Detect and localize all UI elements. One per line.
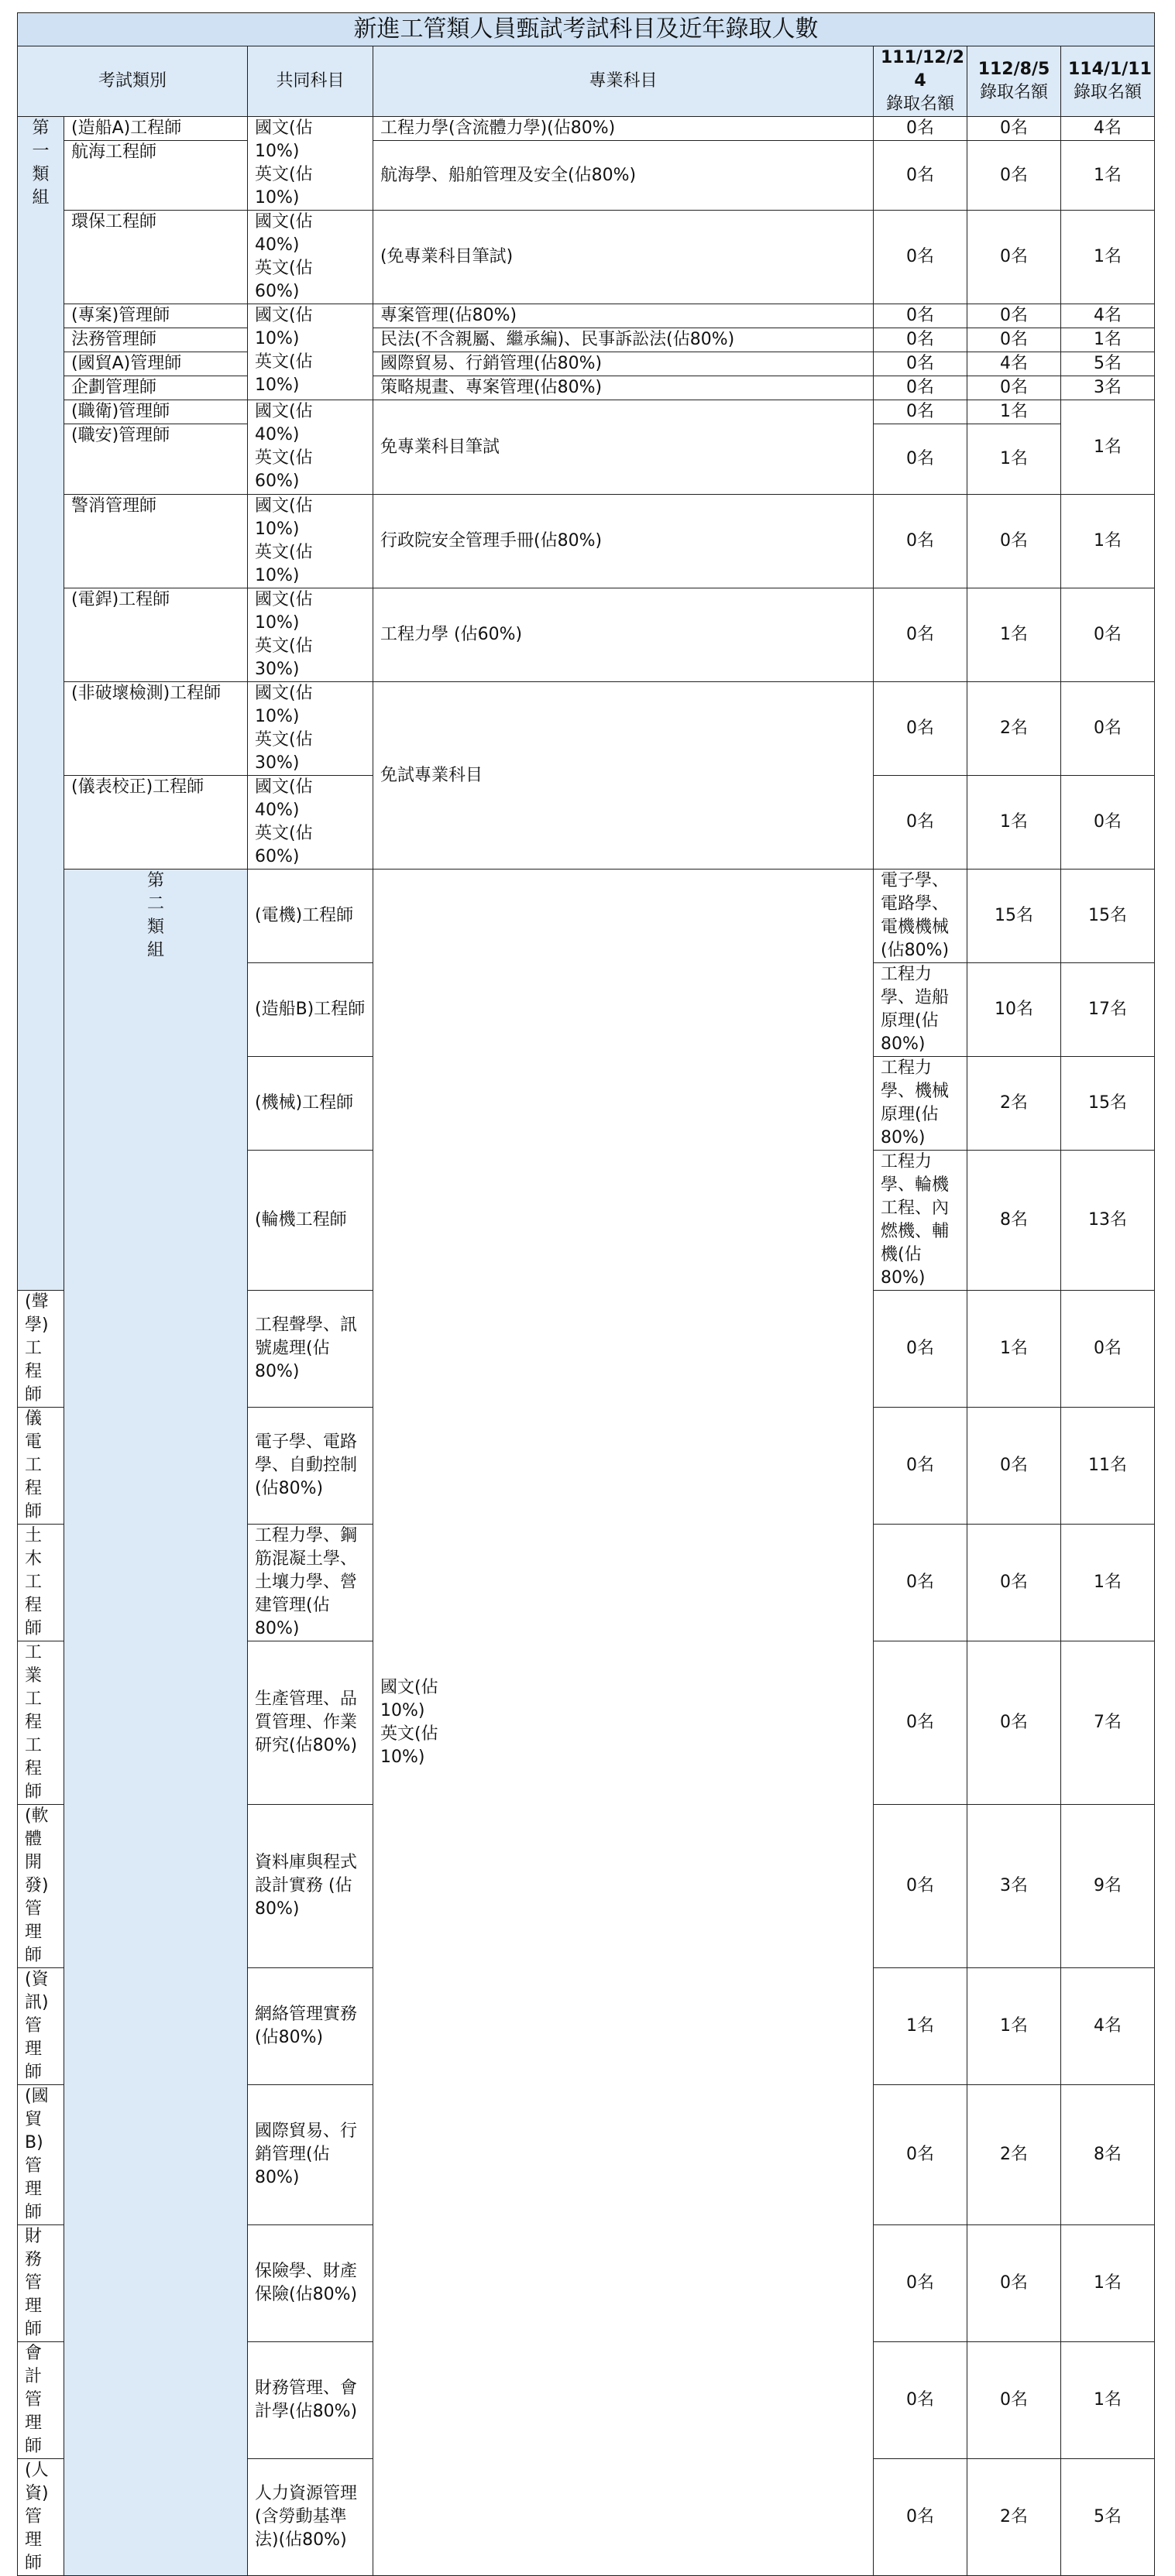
common-line: 40%) — [255, 425, 300, 444]
common-subject-cell — [248, 304, 373, 400]
table-row — [18, 141, 1155, 211]
count-2023: 1名 — [967, 400, 1061, 424]
professional-subject: 國際貿易、行銷管理(佔80%) — [373, 352, 874, 376]
count-2023: 15名 — [1061, 1057, 1155, 1151]
count-2022: 0名 — [874, 328, 967, 352]
professional-subject: 工程聲學、訊號處理(佔80%) — [248, 1291, 373, 1408]
professional-subject: 行政院安全管理手冊(佔80%) — [373, 495, 874, 588]
count-2023: 4名 — [967, 352, 1061, 376]
common-subject-cell — [248, 211, 373, 304]
common-subject-cell — [248, 400, 373, 495]
common-line: 國文(佔 — [255, 684, 313, 703]
count-2022: 0名 — [874, 2342, 967, 2459]
exam-table-container — [17, 12, 1154, 2576]
count-2023: 0名 — [967, 376, 1061, 400]
job-title: 土木工程師 — [18, 1525, 64, 1641]
header-col-2022 — [874, 46, 967, 117]
count-2025: 0名 — [1061, 1291, 1155, 1408]
count-2025: 4名 — [1061, 117, 1155, 141]
count-2022: 0名 — [874, 117, 967, 141]
count-2022: 0名 — [874, 1408, 967, 1525]
professional-subject: 工程力學(含流體力學)(佔80%) — [373, 117, 874, 141]
job-title: (造船B)工程師 — [248, 963, 373, 1057]
group-1-label — [18, 117, 64, 1291]
count-2023: 0名 — [967, 141, 1061, 211]
common-line: 40%) — [255, 801, 300, 820]
count-2022: 0名 — [874, 2225, 967, 2342]
common-line: 10%) — [255, 142, 300, 161]
job-title: 企劃管理師 — [64, 376, 248, 400]
count-2025: 4名 — [1061, 304, 1155, 328]
count-2025: 1名 — [1061, 495, 1155, 588]
count-2025: 7名 — [1061, 1641, 1155, 1805]
table-row — [18, 588, 1155, 682]
exam-table — [17, 12, 1155, 2576]
job-title: 會計管理師 — [18, 2342, 64, 2459]
job-title: (國貿B)管理師 — [18, 2085, 64, 2225]
job-title: (電銲)工程師 — [64, 588, 248, 682]
count-2023: 13名 — [1061, 1151, 1155, 1291]
table-row — [18, 211, 1155, 304]
header-col-2023-date: 112/8/5 — [977, 60, 1050, 79]
group-1-label-char: 類 — [32, 165, 50, 184]
count-2022: 0名 — [874, 588, 967, 682]
count-2022: 0名 — [874, 400, 967, 424]
count-2023: 2名 — [967, 2085, 1061, 2225]
job-title: (非破壞檢測)工程師 — [64, 682, 248, 776]
professional-subject: 生產管理、品質管理、作業研究(佔80%) — [248, 1641, 373, 1805]
common-line: 英文(佔 — [255, 543, 313, 562]
header-col-2025 — [1061, 46, 1155, 117]
count-2025: 4名 — [1061, 1968, 1155, 2085]
count-2022: 2名 — [967, 1057, 1061, 1151]
count-2022: 0名 — [874, 304, 967, 328]
count-2023: 1名 — [967, 776, 1061, 870]
count-2023: 0名 — [967, 1641, 1061, 1805]
table-row — [18, 376, 1155, 400]
professional-subject: 人力資源管理(含勞動基準法)(佔80%) — [248, 2459, 373, 2576]
common-line: 30%) — [255, 660, 300, 679]
count-2023: 0名 — [967, 211, 1061, 304]
count-2023: 1名 — [967, 1291, 1061, 1408]
count-2025: 0名 — [1061, 776, 1155, 870]
professional-subject: 民法(不含親屬、繼承編)、民事訴訟法(佔80%) — [373, 328, 874, 352]
professional-subject: 航海學、船舶管理及安全(佔80%) — [373, 141, 874, 211]
header-col-2023 — [967, 46, 1061, 117]
count-2022: 0名 — [874, 352, 967, 376]
count-2022: 0名 — [874, 211, 967, 304]
professional-subject: 專案管理(佔80%) — [373, 304, 874, 328]
job-title: (職衛)管理師 — [64, 400, 248, 424]
count-2023: 0名 — [967, 304, 1061, 328]
count-2023: 2名 — [967, 2459, 1061, 2576]
common-line: 60%) — [255, 472, 300, 491]
job-title: (軟體開發)管理師 — [18, 1805, 64, 1968]
count-2022: 10名 — [967, 963, 1061, 1057]
count-2025: 0名 — [1061, 682, 1155, 776]
header-col-2025-label: 錄取名額 — [1074, 83, 1142, 102]
common-line: 國文(佔 — [255, 777, 313, 797]
count-2025: 5名 — [1061, 352, 1155, 376]
job-title: (聲學)工程師 — [18, 1291, 64, 1408]
common-line: 30%) — [255, 753, 300, 773]
header-common-subjects: 共同科目 — [248, 46, 373, 117]
table-row — [18, 400, 1155, 424]
professional-subject: 策略規畫、專案管理(佔80%) — [373, 376, 874, 400]
professional-subject: 電子學、電路學、自動控制(佔80%) — [248, 1408, 373, 1525]
job-title: 航海工程師 — [64, 141, 248, 211]
count-2022: 0名 — [874, 682, 967, 776]
professional-subject: 工程力學、輪機工程、內燃機、輔機(佔80%) — [874, 1151, 967, 1291]
common-line: 10%) — [380, 1700, 425, 1720]
count-2022: 8名 — [967, 1151, 1061, 1291]
professional-subject: 資料庫與程式設計實務 (佔80%) — [248, 1805, 373, 1968]
common-line: 英文(佔 — [255, 636, 313, 656]
common-line: 40%) — [255, 235, 300, 255]
common-subject-cell — [248, 495, 373, 588]
professional-subject: 工程力學、鋼筋混凝土學、土壤力學、營建管理(佔80%) — [248, 1525, 373, 1641]
professional-subject: 國際貿易、行銷管理(佔80%) — [248, 2085, 373, 2225]
count-2023: 17名 — [1061, 963, 1155, 1057]
group-2-label-char: 類 — [146, 918, 164, 937]
common-line: 英文(佔 — [255, 730, 313, 749]
header-col-2022-label: 錄取名額 — [885, 94, 954, 114]
job-title: 工業工程工程師 — [18, 1641, 64, 1805]
common-subject-cell — [248, 776, 373, 870]
professional-subject: 工程力學、機械原理(佔80%) — [874, 1057, 967, 1151]
header-col-2023-label: 錄取名額 — [979, 83, 1048, 102]
count-2023: 1名 — [967, 588, 1061, 682]
count-2023: 0名 — [967, 495, 1061, 588]
count-2025: 9名 — [1061, 1805, 1155, 1968]
common-line: 英文(佔 — [255, 824, 313, 843]
group-2-label — [64, 870, 248, 2576]
table-row — [18, 328, 1155, 352]
professional-subject: (免專業科目筆試) — [373, 211, 874, 304]
count-2025: 1名 — [1061, 1525, 1155, 1641]
group-2-label-char: 組 — [146, 941, 164, 960]
common-line: 10%) — [255, 188, 300, 208]
job-title: 儀電工程師 — [18, 1408, 64, 1525]
common-line: 英文(佔 — [255, 448, 313, 468]
count-2025: 0名 — [1061, 588, 1155, 682]
common-subject-cell — [248, 682, 373, 776]
count-2023: 0名 — [967, 1525, 1061, 1641]
common-line: 國文(佔 — [255, 306, 313, 325]
count-2023: 2名 — [967, 682, 1061, 776]
job-title: (專案)管理師 — [64, 304, 248, 328]
table-row — [18, 870, 1155, 963]
job-title: 財務管理師 — [18, 2225, 64, 2342]
count-2022: 0名 — [874, 1291, 967, 1408]
count-2022: 0名 — [874, 2459, 967, 2576]
table-row — [18, 682, 1155, 776]
header-category: 考試類別 — [18, 46, 248, 117]
count-2022: 0名 — [874, 1805, 967, 1968]
job-title: (輪機工程師 — [248, 1151, 373, 1291]
common-line: 10%) — [255, 520, 300, 539]
count-2025: 8名 — [1061, 2085, 1155, 2225]
common-line: 英文(佔 — [255, 259, 313, 278]
professional-subject: 保險學、財產保險(佔80%) — [248, 2225, 373, 2342]
professional-subject: 免專業科目筆試 — [373, 400, 874, 495]
job-title: 法務管理師 — [64, 328, 248, 352]
count-2022: 0名 — [874, 1641, 967, 1805]
common-line: 10%) — [255, 376, 300, 395]
count-2025: 1名 — [1061, 2225, 1155, 2342]
job-title: 警消管理師 — [64, 495, 248, 588]
group-1-label-char: 組 — [32, 188, 50, 208]
job-title: (機械)工程師 — [248, 1057, 373, 1151]
common-subject-cell — [248, 588, 373, 682]
count-2023: 1名 — [967, 424, 1061, 495]
job-title: (電機)工程師 — [248, 870, 373, 963]
common-line: 10%) — [255, 329, 300, 348]
count-2023: 0名 — [967, 117, 1061, 141]
table-row — [18, 304, 1155, 328]
job-title: (儀表校正)工程師 — [64, 776, 248, 870]
job-title: 環保工程師 — [64, 211, 248, 304]
count-2022: 1名 — [874, 1968, 967, 2085]
count-2022: 0名 — [874, 1525, 967, 1641]
count-2023: 0名 — [967, 2342, 1061, 2459]
count-2025: 1名 — [1061, 2342, 1155, 2459]
count-2022: 0名 — [874, 776, 967, 870]
common-line: 10%) — [380, 1747, 425, 1767]
common-line: 10%) — [255, 707, 300, 726]
common-line: 60%) — [255, 282, 300, 301]
group-1-label-char: 一 — [32, 142, 50, 161]
count-2025: 1名 — [1061, 400, 1155, 495]
common-line: 60%) — [255, 847, 300, 866]
job-title: (國貿A)管理師 — [64, 352, 248, 376]
job-title: (職安)管理師 — [64, 424, 248, 495]
job-title: (人資)管理師 — [18, 2459, 64, 2576]
table-row — [18, 117, 1155, 141]
common-line: 國文(佔 — [255, 402, 313, 421]
table-row — [18, 495, 1155, 588]
common-subject-cell — [373, 870, 874, 2576]
count-2022: 0名 — [874, 376, 967, 400]
count-2025: 5名 — [1061, 2459, 1155, 2576]
count-2023: 1名 — [967, 1968, 1061, 2085]
common-line: 英文(佔 — [255, 352, 313, 372]
common-line: 國文(佔 — [255, 590, 313, 609]
job-title: (資訊)管理師 — [18, 1968, 64, 2085]
common-line: 英文(佔 — [380, 1724, 438, 1744]
table-title: 新進工管類人員甄試考試科目及近年錄取人數 — [18, 13, 1155, 46]
header-col-2025-date: 114/1/11 — [1068, 60, 1152, 79]
count-2022: 0名 — [874, 141, 967, 211]
header-professional-subjects: 專業科目 — [373, 46, 874, 117]
professional-subject: 免試專業科目 — [373, 682, 874, 870]
professional-subject: 電子學、電路學、電機機械(佔80%) — [874, 870, 967, 963]
count-2023: 0名 — [967, 2225, 1061, 2342]
group-2-label-char: 第 — [146, 871, 164, 890]
count-2025: 3名 — [1061, 376, 1155, 400]
count-2025: 11名 — [1061, 1408, 1155, 1525]
count-2022: 0名 — [874, 495, 967, 588]
common-subject-cell — [248, 117, 373, 211]
count-2022: 0名 — [874, 424, 967, 495]
common-line: 國文(佔 — [380, 1677, 438, 1697]
professional-subject: 工程力學 (佔60%) — [373, 588, 874, 682]
common-line: 國文(佔 — [255, 496, 313, 516]
header-col-2022-date: 111/12/2 4 — [881, 48, 964, 91]
table-row — [18, 352, 1155, 376]
common-line: 10%) — [255, 566, 300, 585]
professional-subject: 網絡管理實務(佔80%) — [248, 1968, 373, 2085]
professional-subject: 財務管理、會計學(佔80%) — [248, 2342, 373, 2459]
count-2025: 1名 — [1061, 328, 1155, 352]
group-1-label-char: 第 — [32, 118, 50, 138]
job-title: (造船A)工程師 — [64, 117, 248, 141]
professional-subject: 工程力學、造船原理(佔80%) — [874, 963, 967, 1057]
count-2022: 0名 — [874, 2085, 967, 2225]
common-line: 國文(佔 — [255, 118, 313, 138]
count-2025: 1名 — [1061, 211, 1155, 304]
group-2-label-char: 二 — [146, 894, 164, 914]
count-2023: 3名 — [967, 1805, 1061, 1968]
common-line: 英文(佔 — [255, 165, 313, 184]
count-2023: 15名 — [1061, 870, 1155, 963]
common-line: 10%) — [255, 613, 300, 633]
common-line: 國文(佔 — [255, 212, 313, 232]
count-2025: 1名 — [1061, 141, 1155, 211]
count-2023: 0名 — [967, 1408, 1061, 1525]
count-2023: 0名 — [967, 328, 1061, 352]
count-2022: 15名 — [967, 870, 1061, 963]
